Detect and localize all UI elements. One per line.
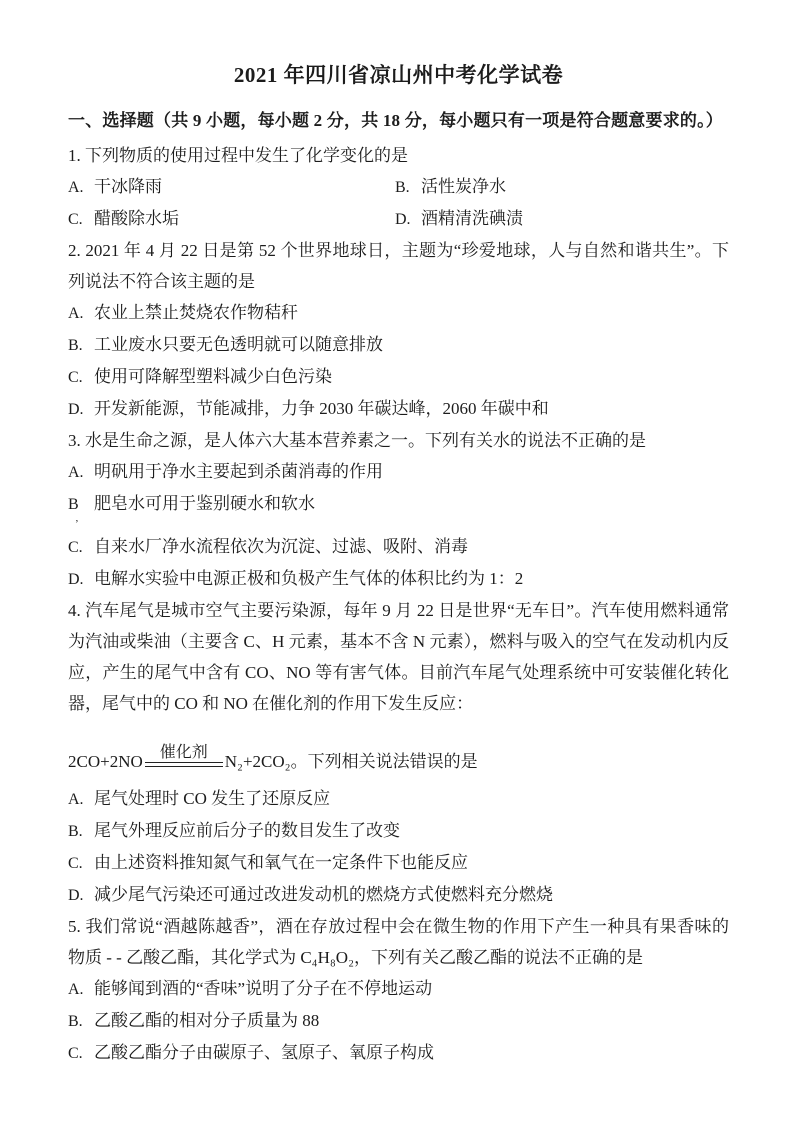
option-text: 减少尾气污染还可通过改进发动机的燃烧方式使燃料充分燃烧: [94, 885, 553, 904]
option-text: 开发新能源，节能减排，力争 2030 年碳达峰，2060 年碳中和: [94, 399, 549, 418]
option-label: B.: [68, 823, 83, 840]
option-text: 使用可降解型塑料减少白色污染: [94, 367, 332, 386]
catalyst-label: 催化剂: [159, 744, 208, 761]
option-text: 由上述资料推知氮气和氧气在一定条件下也能反应: [94, 853, 468, 872]
question-stem: 5. 我们常说“酒越陈越香”，酒在存放过程中会在微生物的作用下产生一种具有果香味的物质 - - 乙酸乙酯，其化学式为 C₄H₈O₂，下列有关乙酸乙酯的说法不正确的是: [68, 917, 729, 967]
option-text: 干冰降雨: [94, 177, 162, 196]
option-label: D.: [68, 401, 84, 418]
option-row-d: [68, 563, 729, 595]
option-text: 能够闻到酒的“香味”说明了分子在不停地运动: [94, 979, 433, 998]
option-label: B.: [395, 179, 410, 196]
option-text: 农业上禁止焚烧农作物秸秆: [94, 303, 298, 322]
question-2: [68, 235, 729, 425]
option-label: A.: [68, 305, 84, 322]
option-row-b: [68, 488, 729, 520]
option-label: D.: [395, 211, 411, 228]
option-label: C.: [68, 855, 83, 872]
page-title: 2021 年四川省凉山州中考化学试卷: [233, 63, 564, 87]
equation-products: N₂+2CO₂。下列相关说法错误的是: [224, 752, 478, 771]
option-label: C.: [68, 211, 83, 228]
options-list: [68, 783, 729, 911]
question-4: [68, 595, 729, 911]
question-stem: 4. 汽车尾气是城市空气主要污染源，每年 9 月 22 日是世界“无车日”。汽车使用燃料通常为汽油或柴油（主要含 C、H 元素，基本不含 N 元素），燃料与吸入的空气在发动机内反应，产生的尾气中含有 CO、NO 等有害气体。目前汽车尾气处理系统中可安装催化转化器，尾气中的 CO 和 NO 在催化剂的作用下发生反应：: [68, 601, 729, 713]
option-label: C.: [68, 1045, 83, 1062]
option-row-b: [68, 815, 729, 847]
stray-mark: ’: [75, 518, 79, 530]
option-text: 酒精清洗碘渍: [421, 209, 523, 228]
option-row-d: [395, 203, 729, 235]
option-row-a: [68, 973, 729, 1005]
question-stem: 3. 水是生命之源，是人体六大基本营养素之一。下列有关水的说法不正确的是: [68, 431, 646, 450]
option-text: 自来水厂净水流程依次为沉淀、过滤、吸附、消毒: [94, 537, 468, 556]
catalyst-condition: [145, 743, 223, 767]
option-row-c: [68, 361, 729, 393]
option-row-a: [68, 456, 729, 488]
option-row-a: [68, 783, 729, 815]
option-label: B.: [68, 337, 83, 354]
option-text: 明矾用于净水主要起到杀菌消毒的作用: [94, 462, 383, 481]
option-label: A.: [68, 179, 84, 196]
option-text: 肥皂水可用于鉴别硬水和软水: [94, 494, 315, 513]
option-label: B: [68, 496, 79, 513]
question-3: [68, 425, 729, 595]
options-list: [68, 973, 729, 1069]
option-label: C.: [68, 369, 83, 386]
option-text: 尾气处理时 CO 发生了还原反应: [94, 789, 331, 808]
option-row-c: [68, 531, 729, 563]
option-label: A.: [68, 464, 84, 481]
options-list: [68, 456, 729, 595]
option-row-c: [68, 203, 395, 235]
options-grid: [68, 171, 729, 235]
option-label: B.: [68, 1013, 83, 1030]
option-label: A.: [68, 791, 84, 808]
question-5: [68, 911, 729, 1069]
chemical-equation: [68, 728, 729, 774]
option-row-b: [68, 329, 729, 361]
option-row-b: [395, 171, 729, 203]
option-row-d: [68, 879, 729, 911]
question-1: [68, 140, 729, 235]
option-row-b: [68, 1005, 729, 1037]
option-label: A.: [68, 981, 84, 998]
option-row-c: [68, 847, 729, 879]
double-line: [145, 762, 223, 767]
option-text: 乙酸乙酯的相对分子质量为 88: [94, 1011, 320, 1030]
option-text: 乙酸乙酯分子由碳原子、氢原子、氧原子构成: [94, 1043, 434, 1062]
options-list: [68, 297, 729, 425]
option-text: 活性炭净水: [421, 177, 506, 196]
question-stem: 1. 下列物质的使用过程中发生了化学变化的是: [68, 146, 408, 165]
option-text: 工业废水只要无色透明就可以随意排放: [94, 335, 383, 354]
option-label: D.: [68, 887, 84, 904]
option-row-a: [68, 171, 395, 203]
equation-reactants: 2CO+2NO: [68, 752, 143, 771]
section-header: 一、选择题（共 9 小题，每小题 2 分，共 18 分，每小题只有一项是符合题意要求的。）: [68, 111, 723, 130]
option-label: D.: [68, 571, 84, 588]
option-row-a: [68, 297, 729, 329]
option-label: C.: [68, 539, 83, 556]
option-row-d: [68, 393, 729, 425]
option-row-c: [68, 1037, 729, 1069]
option-text: 电解水实验中电源正极和负极产生气体的体积比约为 1：2: [94, 569, 524, 588]
question-stem: 2. 2021 年 4 月 22 日是第 52 个世界地球日，主题为“珍爱地球，人与自然和谐共生”。下列说法不符合该主题的是: [68, 241, 729, 291]
option-text: 尾气外理反应前后分子的数目发生了改变: [94, 821, 400, 840]
option-text: 醋酸除水垢: [94, 209, 179, 228]
